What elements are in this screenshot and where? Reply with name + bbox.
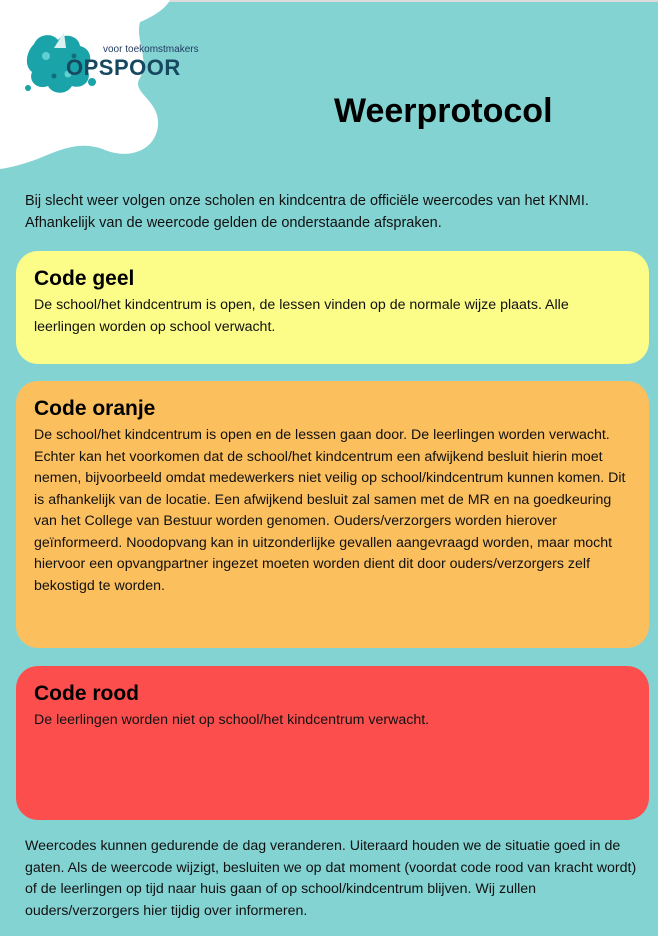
footer-paragraph: Weercodes kunnen gedurende de dag veranderen. Uiteraard houden we de situatie goed in de gaten. Als de weercode wijzigt, besluiten we op dat moment (voordat code rood van kracht wordt) of de leerlingen op tijd naar huis gaan of op school/kindcentrum blijven. Wij zullen ouders/verzorgers hier tijdig over informeren. <box>25 838 637 919</box>
code-geel-heading: Code geel <box>34 267 135 290</box>
code-rood-card <box>16 666 649 820</box>
code-geel-text: De school/het kindcentrum is open, de lessen vinden op de normale wijze plaats. Alle leerlingen worden op school verwacht. <box>34 297 569 335</box>
code-rood-text: De leerlingen worden niet op school/het kindcentrum verwacht. <box>34 712 430 728</box>
logo-wordmark: OPSPOOR <box>66 55 181 80</box>
code-geel-card <box>16 251 649 364</box>
intro-paragraph: Bij slecht weer volgen onze scholen en kindcentra de officiële weercodes van het KNMI. Afhankelijk van de weercode gelden de onderstaande afspraken. <box>25 193 589 231</box>
code-rood-heading: Code rood <box>34 682 139 705</box>
opspoor-logo <box>24 26 214 96</box>
logo-tagline: voor toekomstmakers <box>103 44 199 55</box>
code-oranje-text: De school/het kindcentrum is open en de lessen gaan door. De leerlingen worden verwacht. Echter kan het voorkomen dat de school/het kindcentrum een afwijkend besluit hierin moet nemen, bijvoorbeeld omdat medewerkers niet veilig op school/kindcentrum kunnen komen. Dit is afhankelijk van de locatie. Een afwijkend besluit zal samen met de MR en na goedkeuring van het College van Bestuur worden genomen. Ouders/verzorgers worden hierover geïnformeerd. Noodopvang kan in uitzonderlijke gevallen aangevraagd worden, maar mocht hiervoor een opvangpartner ingezet moeten worden dient dit door ouders/verzorgers zelf bekostigd te worden. <box>34 427 626 594</box>
code-oranje-heading: Code oranje <box>34 397 156 420</box>
code-oranje-card <box>16 381 649 648</box>
page-title: Weerprotocol <box>334 92 553 130</box>
